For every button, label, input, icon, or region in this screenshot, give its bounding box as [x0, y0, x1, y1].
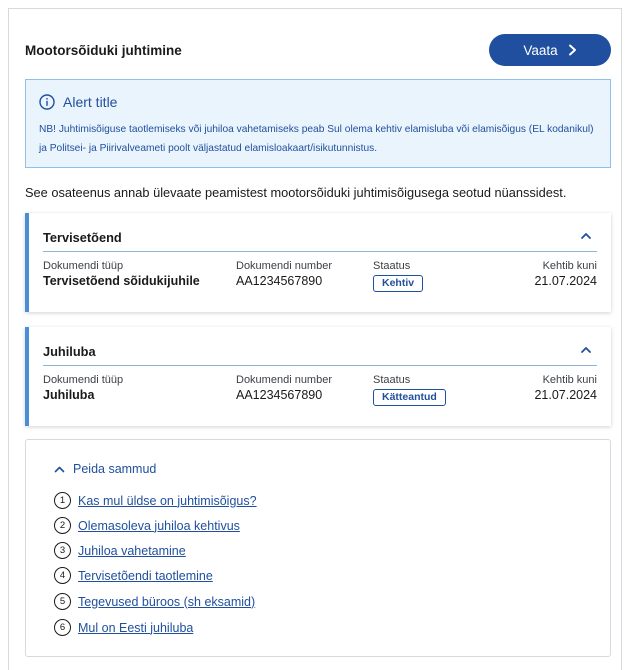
chevron-right-icon — [568, 44, 577, 56]
alert-body: NB! Juhtimisõiguse taotlemiseks või juhiloa vahetamiseks peab Sul olema kehtiv elamisluba või elamisõigus (EL kodanikul) ja Politsei- ja Piirivalveameti poolt väljastatud elamisloakaart/isikutunnistus. — [39, 124, 594, 154]
card-divider — [43, 365, 597, 366]
step-number: 2 — [54, 517, 71, 534]
step-link[interactable]: Tegevused büroos (sh eksamid) — [78, 594, 256, 609]
step-item — [54, 593, 255, 610]
doc-type-label: Dokumendi tüüp — [43, 260, 124, 272]
step-item — [54, 542, 186, 559]
card-divider — [43, 251, 597, 252]
document-card-driving-licence — [25, 327, 611, 426]
steps-panel — [25, 439, 611, 657]
step-link[interactable]: Kas mul üldse on juhtimisõigus? — [78, 493, 257, 508]
service-panel — [8, 8, 622, 670]
alert-header — [39, 94, 117, 110]
view-button[interactable] — [489, 34, 611, 66]
doc-number-field — [236, 259, 332, 289]
doc-number-field — [236, 373, 332, 403]
chevron-up-icon[interactable] — [579, 343, 593, 357]
doc-type-value: Juhiluba — [43, 388, 95, 402]
status-badge: Kätteantud — [373, 389, 446, 406]
status-field — [373, 373, 446, 406]
doc-number-label: Dokumendi number — [236, 374, 332, 386]
valid-until-field — [534, 259, 597, 289]
step-item — [54, 492, 257, 509]
hide-steps-toggle[interactable] — [54, 462, 156, 476]
doc-number-label: Dokumendi number — [236, 260, 332, 272]
valid-until-value: 21.07.2024 — [534, 388, 597, 402]
info-circle-icon — [39, 94, 55, 110]
chevron-up-icon — [54, 465, 65, 473]
step-number: 1 — [54, 492, 71, 509]
card-title: Juhiluba — [43, 344, 96, 359]
step-item — [54, 619, 193, 636]
status-label: Staatus — [373, 260, 411, 272]
page-title: Mootorsõiduki juhtimine — [25, 43, 182, 58]
doc-type-field — [43, 259, 200, 289]
panel-header — [25, 31, 611, 67]
status-field — [373, 259, 423, 292]
chevron-up-icon[interactable] — [579, 229, 593, 243]
alert-title: Alert title — [63, 94, 118, 110]
info-alert — [25, 79, 611, 168]
status-label: Staatus — [373, 374, 411, 386]
valid-until-label: Kehtib kuni — [542, 374, 597, 386]
intro-text: See osateenus annab ülevaate peamistest mootorsõiduki juhtimisõigusega seotud nüanssidest. — [25, 185, 567, 200]
doc-number-value: AA1234567890 — [236, 274, 323, 288]
step-number: 6 — [54, 619, 71, 636]
valid-until-label: Kehtib kuni — [542, 260, 597, 272]
step-number: 3 — [54, 542, 71, 559]
step-link[interactable]: Mul on Eesti juhiluba — [78, 620, 194, 635]
step-number: 4 — [54, 567, 71, 584]
step-item — [54, 517, 240, 534]
step-link[interactable]: Olemasoleva juhiloa kehtivus — [78, 518, 240, 533]
valid-until-field — [534, 373, 597, 403]
status-badge: Kehtiv — [373, 275, 423, 292]
step-number: 5 — [54, 593, 71, 610]
doc-number-value: AA1234567890 — [236, 388, 323, 402]
doc-type-value: Tervisetõend sõidukijuhile — [43, 274, 200, 288]
step-item — [54, 567, 213, 584]
step-link[interactable]: Tervisetõendi taotlemine — [78, 568, 213, 583]
card-title: Tervisetõend — [43, 230, 122, 245]
doc-type-label: Dokumendi tüüp — [43, 374, 124, 386]
doc-type-field — [43, 373, 123, 403]
step-link[interactable]: Juhiloa vahetamine — [78, 543, 186, 558]
document-card-health-certificate — [25, 213, 611, 312]
hide-steps-label: Peida sammud — [73, 462, 157, 476]
valid-until-value: 21.07.2024 — [534, 274, 597, 288]
view-button-label: Vaata — [523, 42, 558, 58]
